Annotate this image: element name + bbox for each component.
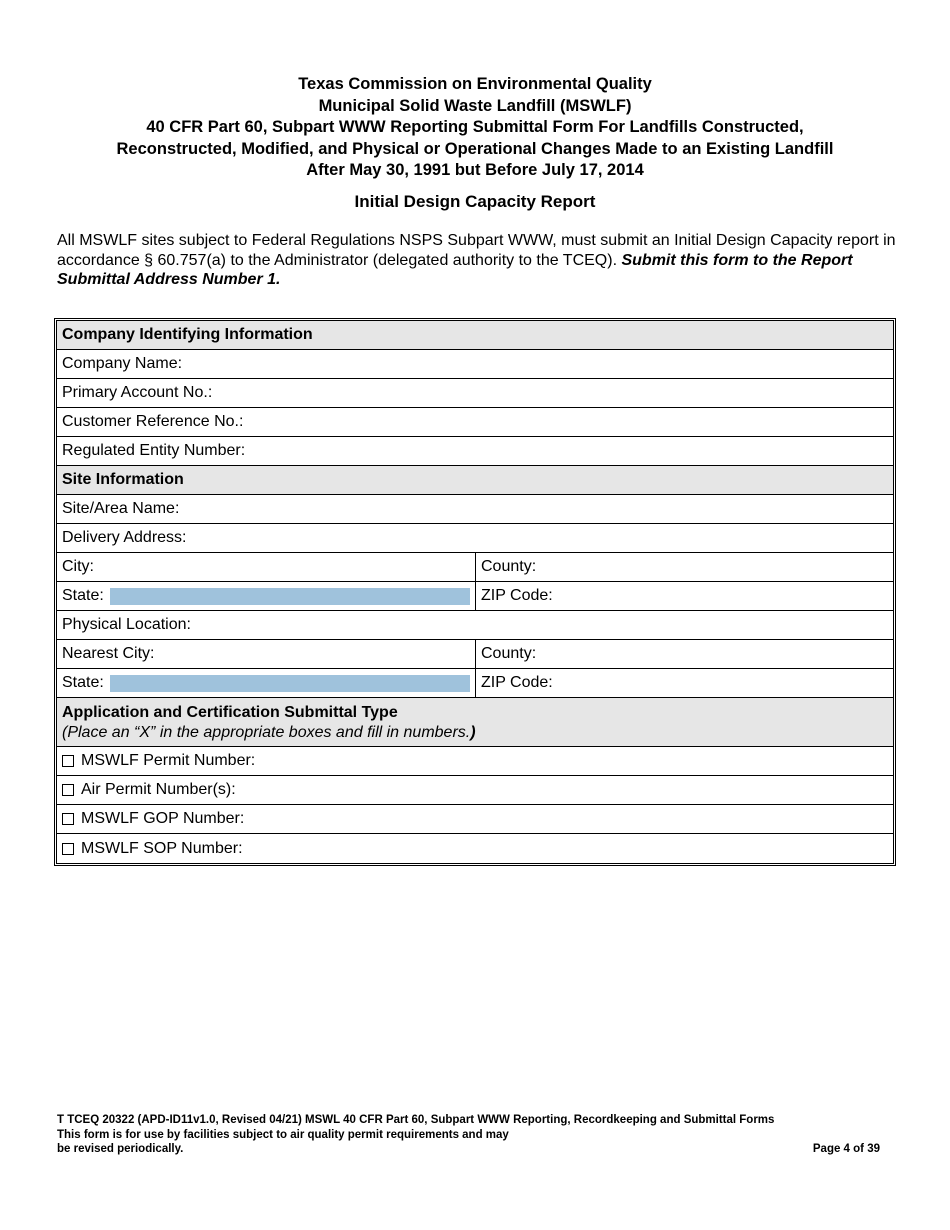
section-application-certification xyxy=(57,698,893,747)
air-permit-label: Air Permit Number(s): xyxy=(81,781,236,798)
zip-field-2[interactable] xyxy=(476,669,893,697)
delivery-address-row[interactable] xyxy=(57,524,893,553)
mswlf-permit-row xyxy=(57,747,893,776)
zip-label-2: ZIP Code: xyxy=(481,674,553,691)
mswlf-sop-checkbox[interactable] xyxy=(62,843,74,855)
state-field-2 xyxy=(57,669,476,697)
primary-account-row[interactable] xyxy=(57,379,893,408)
nearest-city-county-row xyxy=(57,640,893,669)
state-dropdown[interactable] xyxy=(110,588,470,605)
intro-emphasis: Submit this form to the Report Submittal Address Number 1. xyxy=(57,251,853,288)
mswlf-sop-row xyxy=(57,834,893,863)
page-number: Page 4 of 39 xyxy=(812,1143,880,1155)
company-name-row[interactable] xyxy=(57,350,893,379)
mswlf-gop-row xyxy=(57,805,893,834)
city-label: City: xyxy=(62,558,94,575)
customer-reference-row[interactable] xyxy=(57,408,893,437)
regulated-entity-row[interactable] xyxy=(57,437,893,466)
report-title: Initial Design Capacity Report xyxy=(354,191,596,211)
section-instructions: (Place an “X” in the appropriate boxes and fill in numbers.) xyxy=(62,723,476,741)
county-field-2[interactable] xyxy=(476,640,893,668)
state-label-2: State: xyxy=(62,674,104,691)
state-label: State: xyxy=(62,587,104,604)
program-title: Municipal Solid Waste Landfill (MSWLF) xyxy=(318,96,632,115)
physical-location-label: Physical Location: xyxy=(62,616,191,633)
footer-note-2: be revised periodically. xyxy=(57,1143,184,1155)
site-area-name-row[interactable] xyxy=(57,495,893,524)
section-title: Application and Certification Submittal Type xyxy=(62,703,398,721)
mswlf-sop-label: MSWLF SOP Number: xyxy=(81,839,243,857)
agency-title: Texas Commission on Environmental Quality xyxy=(298,75,652,93)
state-zip-row xyxy=(57,582,893,611)
county-field[interactable] xyxy=(476,553,893,581)
form-header xyxy=(40,74,910,212)
zip-field[interactable] xyxy=(476,582,893,610)
regulation-title-line-1: 40 CFR Part 60, Subpart WWW Reporting Submittal Form For Landfills Constructed, xyxy=(146,118,804,136)
footer-note-1: This form is for use by facilities subject to air quality permit requirements and may xyxy=(57,1128,509,1141)
footer-form-id: T TCEQ 20322 (APD-ID11v1.0, Revised 04/21) MSWL 40 CFR Part 60, Subpart WWW Reporting, Recordkeeping and Submittal Forms xyxy=(57,1114,775,1126)
section-site-information xyxy=(57,466,893,495)
primary-account-label: Primary Account No.: xyxy=(62,384,213,401)
regulation-title-line-3: After May 30, 1991 but Before July 17, 2014 xyxy=(306,161,644,179)
mswlf-permit-label: MSWLF Permit Number: xyxy=(81,752,256,769)
delivery-address-label: Delivery Address: xyxy=(62,529,187,546)
page-footer xyxy=(57,1113,880,1157)
air-permit-checkbox[interactable] xyxy=(62,784,74,796)
city-field[interactable] xyxy=(57,553,476,581)
zip-label: ZIP Code: xyxy=(481,587,553,604)
company-name-label: Company Name: xyxy=(62,355,183,372)
state-dropdown-2[interactable] xyxy=(110,675,470,692)
air-permit-row xyxy=(57,776,893,805)
physical-location-row[interactable] xyxy=(57,611,893,640)
state-field xyxy=(57,582,476,610)
section-title: Company Identifying Information xyxy=(62,326,313,343)
submittal-form-table xyxy=(54,318,896,866)
mswlf-permit-checkbox[interactable] xyxy=(62,755,74,767)
section-company-identifying xyxy=(57,321,893,350)
nearest-city-label: Nearest City: xyxy=(62,645,155,662)
regulated-entity-label: Regulated Entity Number: xyxy=(62,442,246,459)
county-label: County: xyxy=(481,558,537,575)
state-zip-row-2 xyxy=(57,669,893,698)
mswlf-gop-checkbox[interactable] xyxy=(62,813,74,825)
regulation-title-line-2: Reconstructed, Modified, and Physical or Operational Changes Made to an Existing Landfill xyxy=(116,139,834,158)
intro-text: All MSWLF sites subject to Federal Regulations NSPS Subpart WWW, must submit an Initial Design Capacity report in accordance § 60.757(a) to the Administrator (delegated authority to the TCEQ). xyxy=(57,232,896,269)
section-title: Site Information xyxy=(62,471,184,488)
mswlf-gop-label: MSWLF GOP Number: xyxy=(81,810,245,827)
site-area-name-label: Site/Area Name: xyxy=(62,500,180,517)
county-label-2: County: xyxy=(481,645,537,662)
nearest-city-field[interactable] xyxy=(57,640,476,668)
intro-paragraph xyxy=(57,231,897,290)
city-county-row xyxy=(57,553,893,582)
customer-reference-label: Customer Reference No.: xyxy=(62,413,244,430)
